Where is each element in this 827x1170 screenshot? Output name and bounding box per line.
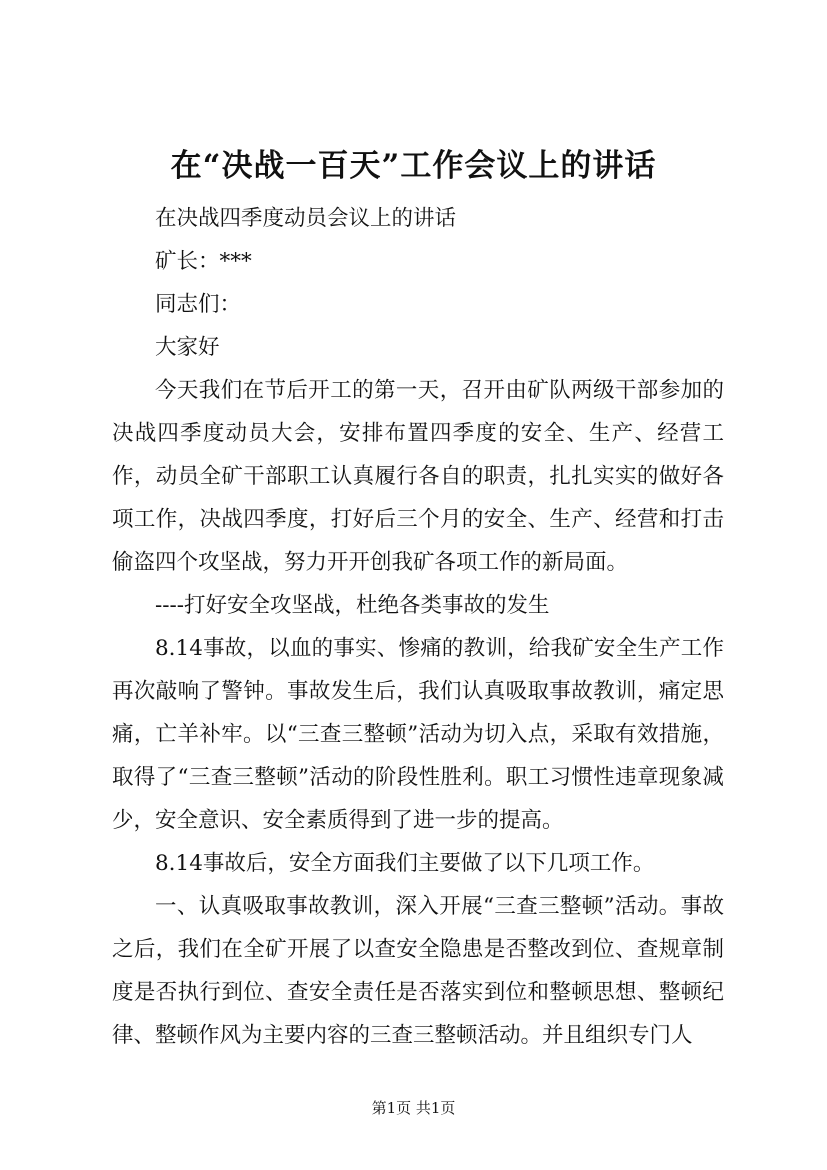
document-body xyxy=(112,197,724,1057)
salutation-paragraph: 同志们： xyxy=(155,292,242,317)
body-paragraph: 8.14事故，以血的事实、惨痛的教训，给我矿安全生产工作再次敲响了警钟。事故发生后，我们认真吸取事故教训，痛定思痛，亡羊补牢。以“三查三整顿”活动为切入点，采取有效措施，取得了“三查三整顿”活动的阶段性胜利。职工习惯性违章现象减少，安全意识、安全素质得到了进一步的提高。 xyxy=(112,636,724,833)
section-heading-paragraph: ----打好安全攻坚战，杜绝各类事故的发生 xyxy=(155,593,550,618)
subtitle-paragraph: 在决战四季度动员会议上的讲话 xyxy=(155,206,457,231)
body-paragraph: 今天我们在节后开工的第一天，召开由矿队两级干部参加的决战四季度动员大会，安排布置四季度的安全、生产、经营工作，动员全矿干部职工认真履行各自的职责，扎扎实实的做好各项工作，决战四季度，打好后三个月的安全、生产、经营和打击偷盗四个攻坚战，努力开开创我矿各项工作的新局面。 xyxy=(112,378,724,575)
body-paragraph: 一、认真吸取事故教训，深入开展“三查三整顿”活动。事故之后，我们在全矿开展了以查安全隐患是否整改到位、查规章制度是否执行到位、查安全责任是否落实到位和整顿思想、整顿纪律、整顿作风为主要内容的三查三整顿活动。并且组织专门人 xyxy=(112,894,724,1048)
body-paragraph: 8.14事故后，安全方面我们主要做了以下几项工作。 xyxy=(155,851,655,876)
document-title: 在“决战一百天”工作会议上的讲话 xyxy=(170,148,657,184)
page-footer: 第1页 共1页 xyxy=(371,1099,456,1117)
greeting-paragraph: 大家好 xyxy=(155,335,220,360)
speaker-paragraph: 矿长：*** xyxy=(155,249,252,274)
